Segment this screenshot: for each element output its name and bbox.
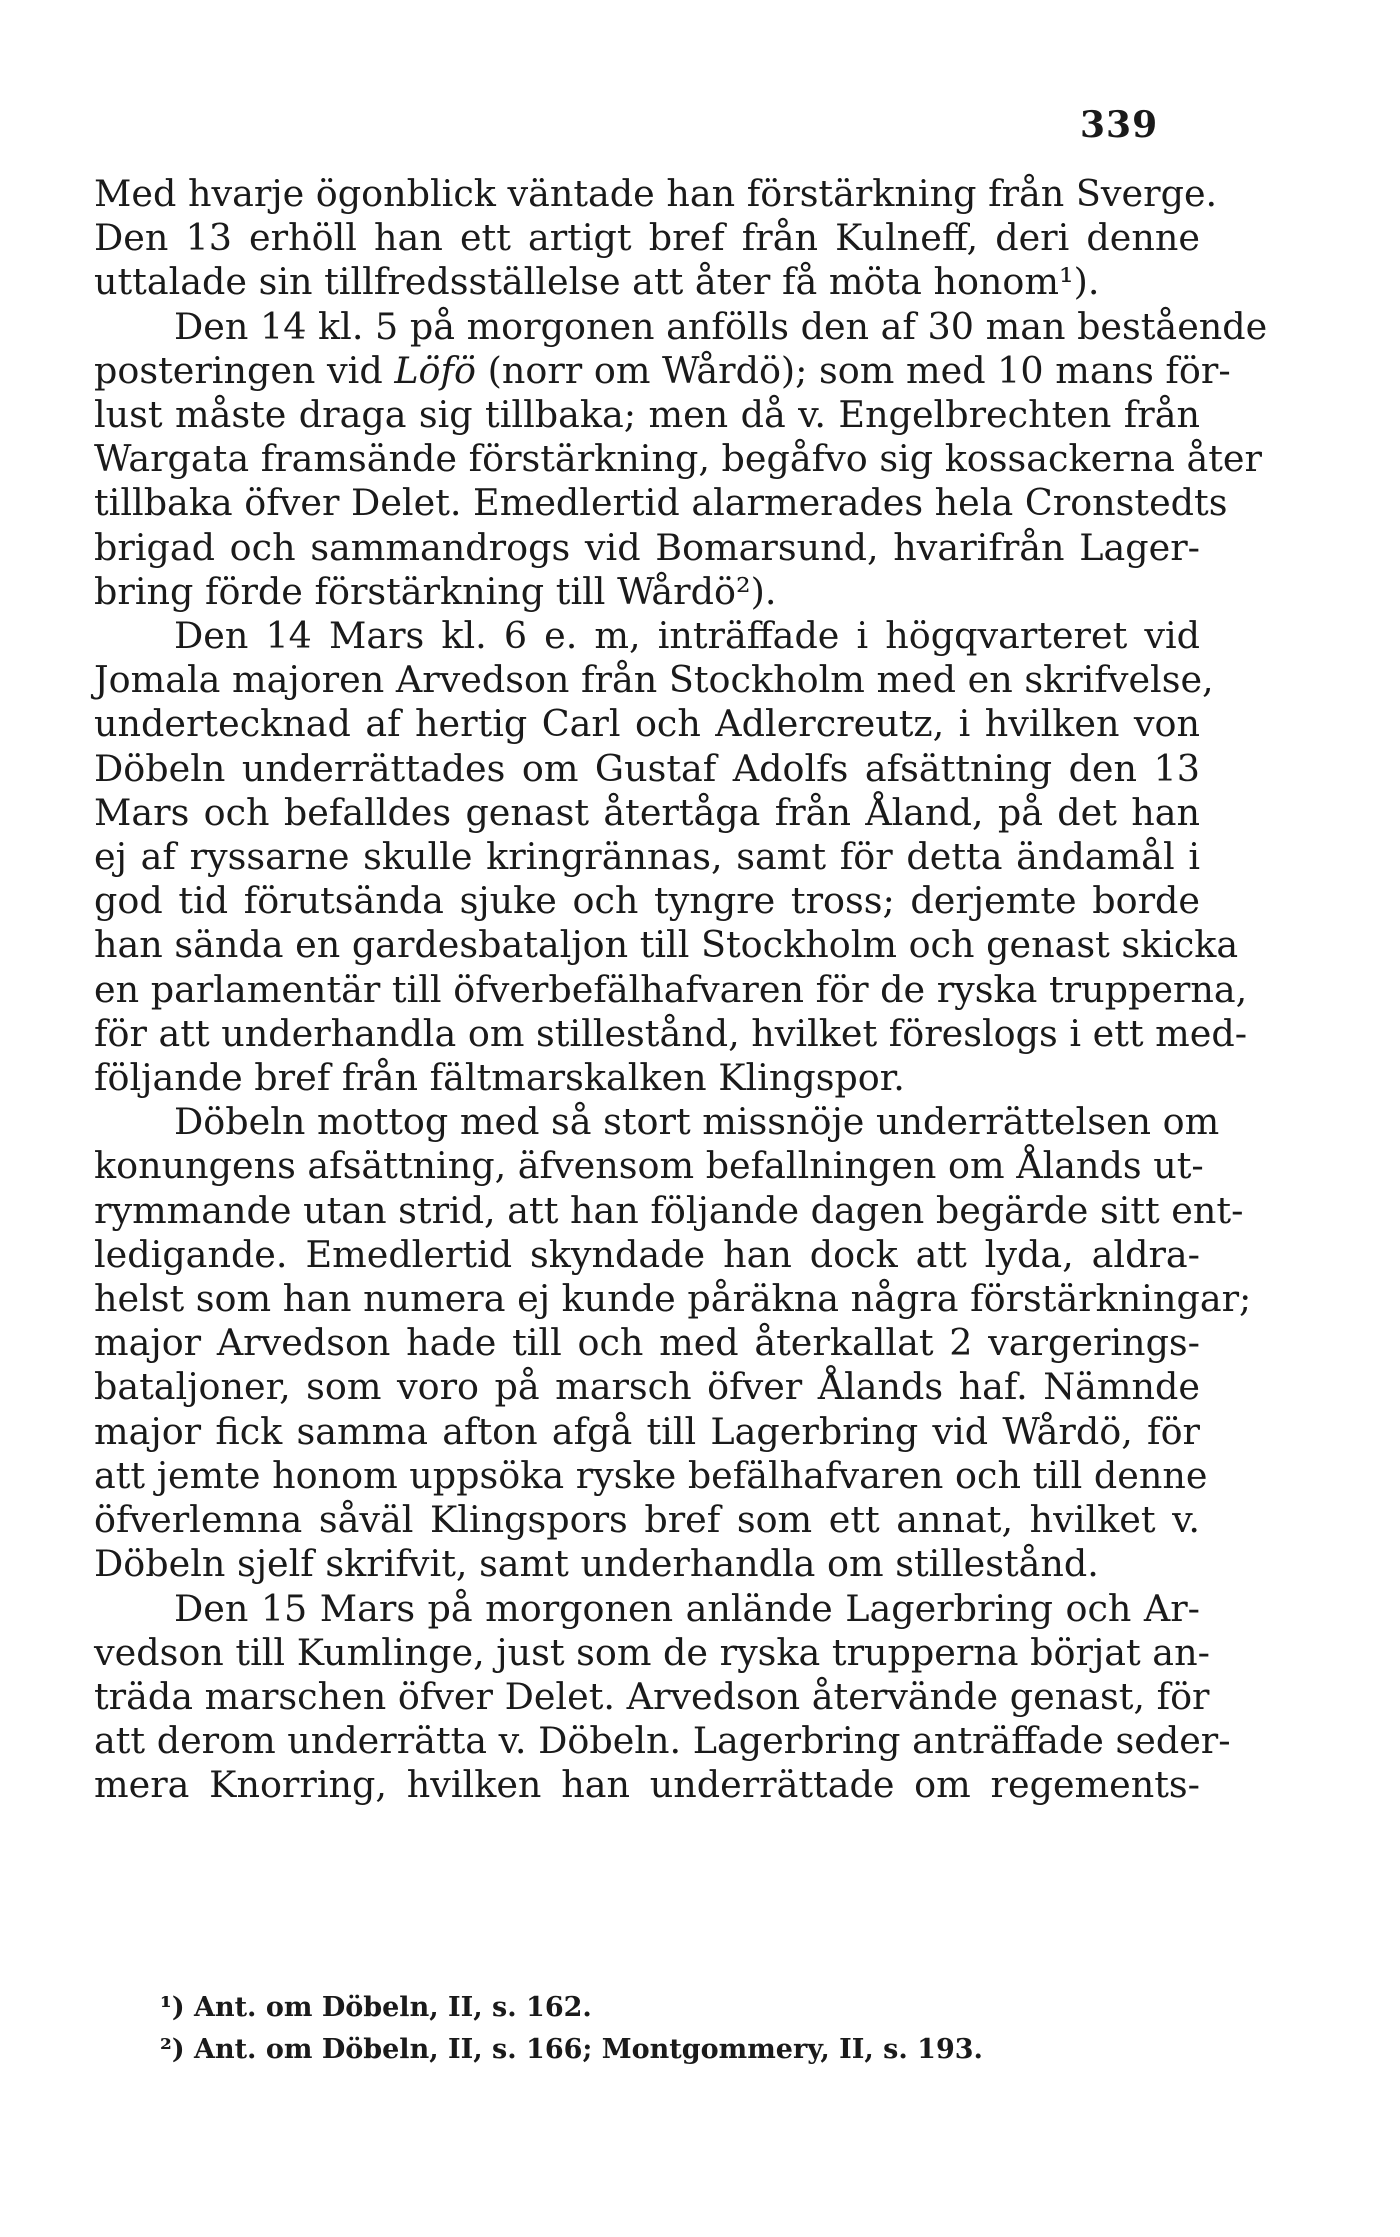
- text-line: Med hvarje ögonblick väntade han förstärkning från Sverge.: [94, 172, 1218, 215]
- text-line: ej af ryssarne skulle kringrännas, samt för detta ändamål i: [94, 835, 1200, 879]
- text-line: Döbeln sjelf skrifvit, samt underhandla om stillestånd.: [94, 1542, 1099, 1586]
- text-line: Döbeln mottog med så stort missnöje underrättelsen om: [174, 1100, 1220, 1144]
- text-line: mera Knorring, hvilken han underrättade om regements-: [94, 1763, 1200, 1807]
- footnotes: [160, 1987, 1200, 2071]
- text-line: att derom underrätta v. Döbeln. Lagerbring anträffade seder-: [94, 1719, 1231, 1763]
- place-name-lofo: Löfö: [394, 348, 477, 392]
- text-line: träda marschen öfver Delet. Arvedson återvände genast, för: [94, 1674, 1210, 1718]
- body-text: [94, 172, 1268, 1808]
- text-line: Mars och befalldes genast återtåga från Åland, på det han: [94, 790, 1200, 834]
- text-line: god tid förutsända sjuke och tyngre tross; derjemte borde: [94, 879, 1200, 923]
- text-line: Jomala majoren Arvedson från Stockholm med en skrifvelse,: [94, 658, 1214, 702]
- text-line: major Arvedson hade till och med återkallat 2 vargerings-: [94, 1321, 1200, 1365]
- text-line: tillbaka öfver Delet. Emedlertid alarmerades hela Cronstedts: [94, 481, 1228, 525]
- text-line: för att underhandla om stillestånd, hvilket föreslogs i ett med-: [94, 1011, 1248, 1055]
- text-line: han sända en gardesbataljon till Stockholm och genast skicka: [94, 923, 1239, 967]
- text-line: en parlamentär till öfverbefälhafvaren för de ryska trupperna,: [94, 967, 1248, 1011]
- text-line: brigad och sammandrogs vid Bomarsund, hvarifrån Lager-: [94, 525, 1200, 569]
- text-line: konungens afsättning, äfvensom befallningen om Ålands ut-: [94, 1144, 1204, 1188]
- text-line: rymmande utan strid, att han följande dagen begärde sitt ent-: [94, 1188, 1244, 1232]
- text-line: major fick samma afton afgå till Lagerbring vid Wårdö, för: [94, 1409, 1200, 1453]
- text-line: vedson till Kumlinge, just som de ryska trupperna börjat an-: [94, 1630, 1210, 1674]
- text-line: öfverlemna såväl Klingspors bref som ett annat, hvilket v.: [94, 1498, 1200, 1542]
- text-line: att jemte honom uppsöka ryske befälhafvaren och till denne: [94, 1453, 1208, 1497]
- text-line: ledigande. Emedlertid skyndade han dock att lyda, aldra-: [94, 1232, 1200, 1276]
- text-line: bataljoner, som voro på marsch öfver Ålands haf. Nämnde: [94, 1365, 1200, 1409]
- text-line: undertecknad af hertig Carl och Adlercreutz, i hvilken von: [94, 702, 1200, 746]
- text-line: bring förde förstärkning till Wårdö²).: [94, 569, 777, 613]
- text-line: följande bref från fältmarskalken Klingspor.: [94, 1056, 905, 1100]
- footnote-2: ²) Ant. om Döbeln, II, s. 166; Montgommery, II, s. 193.: [160, 2034, 983, 2065]
- text-line: helst som han numera ej kunde påräkna några förstärkningar;: [94, 1277, 1252, 1321]
- text-line: uttalade sin tillfredsställelse att åter få möta honom¹).: [94, 260, 1100, 304]
- footnote-1: ¹) Ant. om Döbeln, II, s. 162.: [160, 1992, 592, 2023]
- text-line: Döbeln underrättades om Gustaf Adolfs afsättning den 13: [94, 746, 1200, 790]
- text-line: lust måste draga sig tillbaka; men då v. Engelbrechten från: [94, 393, 1200, 437]
- page-number: 339: [1080, 104, 1159, 146]
- text-line: posteringen vid Löfö (norr om Wårdö); som med 10 mans för-: [94, 348, 1231, 392]
- text-line: Den 13 erhöll han ett artigt bref från Kulneff, deri denne: [94, 216, 1200, 260]
- text-line: Wargata framsände förstärkning, begåfvo sig kossackerna åter: [94, 437, 1262, 481]
- text-line: Den 14 Mars kl. 6 e. m, inträffade i högqvarteret vid: [174, 614, 1200, 658]
- text-line: Den 15 Mars på morgonen anlände Lagerbring och Ar-: [174, 1586, 1200, 1630]
- text-line: Den 14 kl. 5 på morgonen anfölls den af 30 man bestående: [174, 304, 1268, 348]
